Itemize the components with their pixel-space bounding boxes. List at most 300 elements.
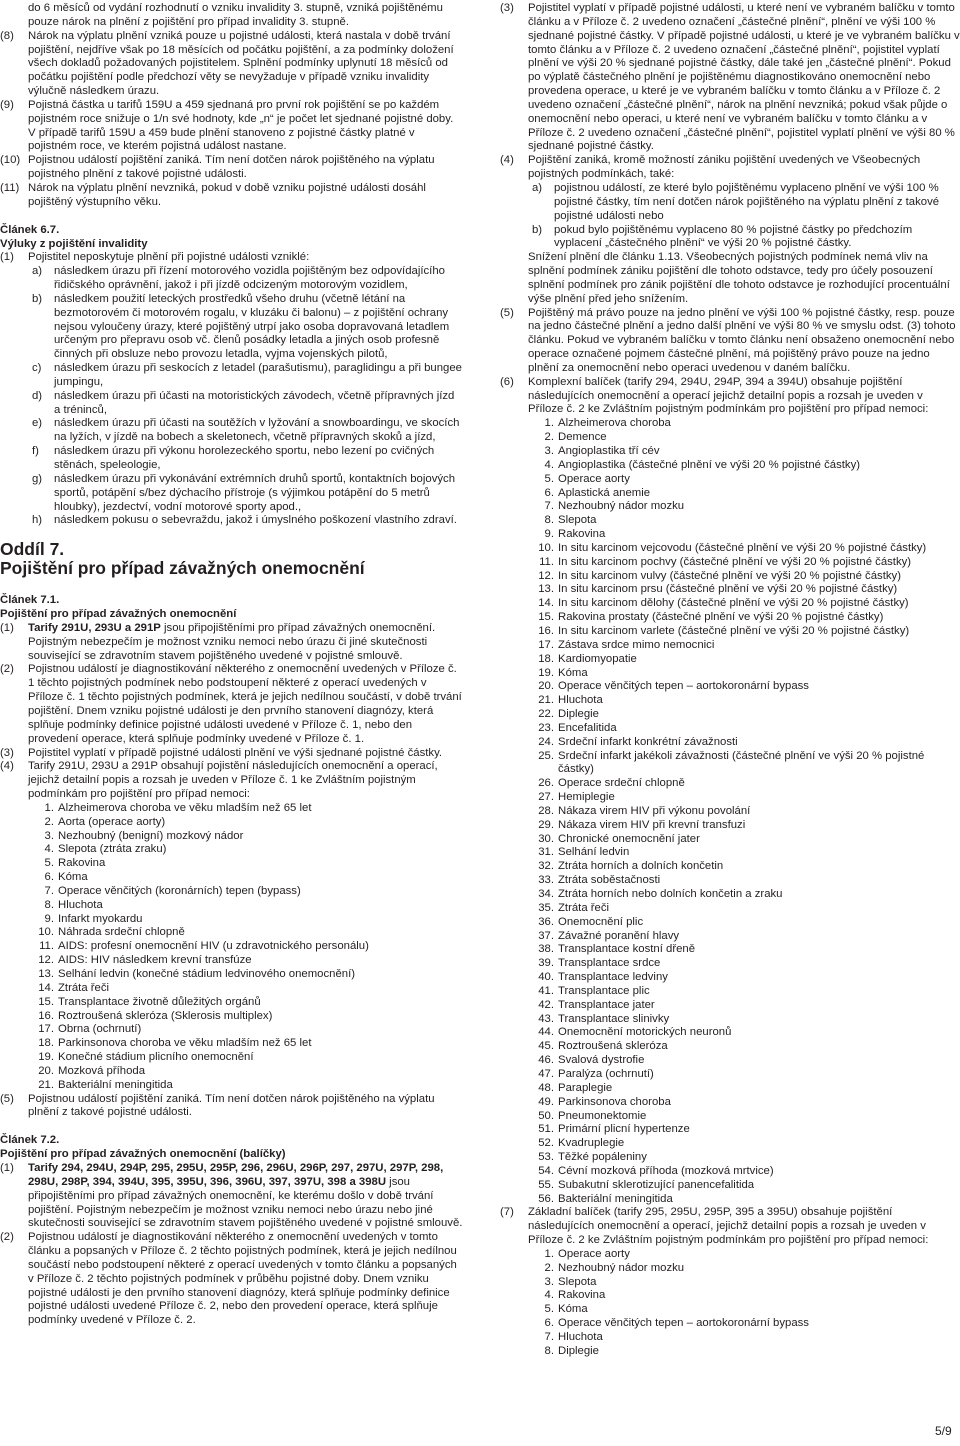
item-number: 24. <box>538 735 554 748</box>
item-letter: f) <box>32 445 39 458</box>
item-text: Rakovina <box>558 528 606 541</box>
list-item <box>500 957 960 971</box>
article-7-2-paragraph-5: (5) Pojištěný má právo pouze na jedno plnění ve výši 100 % pojistné částky, resp. pouze na jedno částečné plnění a jedno další plnění ve výši 80 % ve smyslu odst. (3) tohoto článku. Pokud ve vybraném balíčku v tomto článku není obsaženo onemocnění nebo operace označené pojmem částečné plnění, má pojištěný právo pouze na jedno plnění za onemocnění nebo operaci uvedenou v daném balíčku. <box>500 306 956 374</box>
section-title: Pojištění pro případ závažných onemocnění <box>0 558 365 579</box>
item-letter: d) <box>32 389 43 402</box>
item-text: Kóma <box>558 666 588 679</box>
item-text: Nákaza virem HIV při výkonu povolání <box>558 804 751 817</box>
list-item <box>500 1026 960 1040</box>
item-text: Slepota (ztráta zraku) <box>58 843 167 856</box>
list-item <box>500 1096 960 1110</box>
item-text: Primární plicní hypertenze <box>558 1123 690 1136</box>
item-text: Ztráta soběstačnosti <box>558 874 661 887</box>
item-number: 3. <box>544 1275 554 1288</box>
item-number: 16. <box>538 624 554 637</box>
list-item <box>500 777 960 791</box>
article-7-2-title: Pojištění pro případ závažných onemocnění (balíčky) <box>0 1148 286 1161</box>
list-item <box>500 1013 960 1027</box>
item-number: 54. <box>538 1164 554 1177</box>
list-item <box>0 871 463 885</box>
list-item <box>0 830 463 844</box>
item-text: Chronické onemocnění jater <box>558 832 700 845</box>
list-item <box>500 542 960 556</box>
item-number: 29. <box>538 818 554 831</box>
item-text: Rakovina prostaty (částečné plnění ve výši 20 % pojistné částky) <box>558 611 884 624</box>
item-text: Operace aorty <box>558 1247 630 1260</box>
item-text: In situ karcinom pochvy (částečné plnění ve výši 20 % pojistné částky) <box>558 555 912 568</box>
list-item <box>500 1303 960 1317</box>
item-text: následkem úrazu při účasti na motoristických závodech, včetně přípravných jízd a tréninců, <box>54 389 455 416</box>
list-item <box>500 860 960 874</box>
item-text: Transplantace srdce <box>558 957 661 970</box>
list-item <box>500 694 960 708</box>
item-text: Hemiplegie <box>558 791 615 804</box>
item-text: Parkinsonova choroba ve věku mladším než 65 let <box>58 1037 312 1050</box>
item-text: Těžké popáleniny <box>558 1151 647 1164</box>
item-text: Bakteriální meningitida <box>558 1192 673 1205</box>
paragraph-text: do 6 měsíců od vydání rozhodnutí o vzniku invalidity 3. stupně, vzniká pojištěnému pouze nárok na plnění z pojištění pro případ invalidity 3. stupně. <box>28 2 443 28</box>
item-number: 18. <box>538 652 554 665</box>
item-number: 1. <box>544 1247 554 1260</box>
item-number: 38. <box>538 943 554 956</box>
item-number: 56. <box>538 1192 554 1205</box>
list-item <box>0 1023 463 1037</box>
item-number: 10. <box>538 541 554 554</box>
item-text: Aorta (operace aorty) <box>58 815 166 828</box>
list-item <box>500 1110 960 1124</box>
list-item <box>0 982 463 996</box>
item-text: Paraplegie <box>558 1081 613 1094</box>
list-item <box>500 459 960 473</box>
list-item <box>500 708 960 722</box>
item-number: 28. <box>538 804 554 817</box>
list-item <box>500 1151 960 1165</box>
list-item <box>500 1123 960 1137</box>
list-item <box>0 1065 463 1079</box>
item-number: 12. <box>538 569 554 582</box>
list-item <box>28 417 463 445</box>
item-number: 51. <box>538 1123 554 1136</box>
item-number: 45. <box>538 1040 554 1053</box>
list-item <box>500 583 960 597</box>
list-item <box>500 514 960 528</box>
item-text: Kardiomyopatie <box>558 652 637 665</box>
list-item <box>0 954 463 968</box>
list-item <box>28 514 463 528</box>
item-text: Alzheimerova choroba <box>558 417 671 430</box>
list-item <box>500 680 960 694</box>
article-7-2-paragraph-7: (7) Základní balíček (tarify 295, 295U, 295P, 395 a 395U) obsahuje pojištění následujících onemocnění a operací, jejichž detailní popis a rozsah je uveden v Příloze č. 2 ke Zvláštním pojistným podmínkám pro pojištění pro případ nemoci: <box>500 1206 929 1247</box>
item-text: Obrna (ochrnutí) <box>58 1023 142 1036</box>
diseases-list-7-1 <box>0 802 463 1093</box>
item-text: Roztroušená skleróza <box>558 1040 668 1053</box>
list-item <box>28 362 463 390</box>
item-text: Operace věnčitých tepen – aortokoronární bypass <box>558 1317 809 1330</box>
item-text: Parkinsonova choroba <box>558 1095 671 1108</box>
list-item <box>500 985 960 999</box>
item-number: 44. <box>538 1026 554 1039</box>
item-number: 9. <box>544 528 554 541</box>
item-number: 37. <box>538 929 554 942</box>
article-7-1-paragraph-2: (2) Pojistnou událostí je diagnostikování některého z onemocnění uvedených v Příloze č. 1 těchto pojistných podmínek nebo podstoupení některé z operací uvedených v Příloze č. 1 těchto pojistných podmínek, která je jejich nedílnou součástí, v době trvání pojištění. Dnem vzniku pojistné události je den prvního stanovení diagnózy, která splňuje podmínky definice pojistné události uvedené v Příloze č. 1, nebo den provedení operace, která splňuje podmínky uvedené v Příloze č. 1. <box>0 663 462 745</box>
list-item <box>500 874 960 888</box>
item-number: 16. <box>38 1009 54 1022</box>
item-text: Rakovina <box>58 857 106 870</box>
item-number: 23. <box>538 721 554 734</box>
item-number: 13. <box>38 968 54 980</box>
list-item <box>500 597 960 611</box>
item-text: Zástava srdce mimo nemocnici <box>558 638 715 651</box>
list-item <box>0 1079 463 1093</box>
item-text: Onemocnění plic <box>558 915 644 928</box>
article-6-7-number: Článek 6.7. <box>0 223 60 236</box>
list-item <box>0 968 463 982</box>
list-item <box>0 996 463 1010</box>
item-number: 46. <box>538 1054 554 1067</box>
list-item <box>0 940 463 954</box>
item-number: 42. <box>538 998 554 1011</box>
list-item <box>500 1331 960 1345</box>
item-number: 18. <box>38 1037 54 1050</box>
item-number: 41. <box>538 984 554 997</box>
item-number: 33. <box>538 874 554 887</box>
item-number: 4. <box>44 843 54 856</box>
item-letter: h) <box>32 514 43 527</box>
left-column <box>0 2 463 1328</box>
item-number: 11. <box>539 555 554 568</box>
article-7-2-paragraph-1: (1) Tarify 294, 294U, 294P, 295, 295U, 295P, 296, 296U, 296P, 297, 297U, 297P, 298, 298U, 298P, 394, 394U, 395, 395U, 396, 396U, 397, 397U, 398 a 398U jsou připojištěními pro případ závažných onemocnění, ke kterému došlo v době trvání pojištění. Pojistným nebezpečím je možnost vzniku nemoci nebo úrazu nebo jiné skutečnosti související se zdravotním stavem pojištěného uvedené v pojistné smlouvě. <box>0 1161 463 1230</box>
paragraph <box>0 154 463 182</box>
item-number: 8. <box>544 1344 554 1357</box>
item-number: 4. <box>544 458 554 471</box>
list-item <box>500 819 960 833</box>
item-number: 5. <box>544 472 554 485</box>
list-item <box>28 265 463 293</box>
intro-paragraphs <box>0 2 463 210</box>
list-item <box>500 999 960 1013</box>
item-text: Nezhoubný nádor mozku <box>558 500 685 513</box>
item-text: Cévní mozková příhoda (mozková mrtvice) <box>558 1164 774 1177</box>
list-item <box>500 473 960 487</box>
item-text: Transplantace slinivky <box>558 1012 670 1025</box>
item-text: Infarkt myokardu <box>58 912 143 925</box>
list-item <box>500 1165 960 1179</box>
article-7-2-paragraph-4: (4) Pojištění zaniká, kromě možností zániku pojištění uvedených ve Všeobecných pojistných podmínkách, také: <box>500 154 921 181</box>
item-text: Operace věnčitých tepen – aortokoronární bypass <box>558 680 809 693</box>
list-item <box>528 182 960 224</box>
item-text: Transplantace plic <box>558 984 650 997</box>
item-text: Kvadruplegie <box>558 1137 625 1150</box>
item-number: 48. <box>538 1081 554 1094</box>
item-letter: b) <box>532 223 543 236</box>
paragraph-text: Pojistnou událostí pojištění zaniká. Tím není dotčen nárok pojištěného na výplatu pojistného plnění z takové pojistné události. <box>28 154 435 181</box>
item-number: 49. <box>538 1095 554 1108</box>
item-number: 11. <box>39 940 54 953</box>
item-number: 12. <box>38 954 54 967</box>
list-item <box>0 899 463 913</box>
article-7-1-number: Článek 7.1. <box>0 594 60 607</box>
list-item <box>500 1248 960 1262</box>
list-item <box>500 653 960 667</box>
item-number: 55. <box>538 1178 554 1191</box>
item-number: 17. <box>38 1023 54 1036</box>
item-text: následkem úrazu při vykonávání extrémních druhů sportů, kontaktních bojových sportů, potápění s/bez dýchacího přístroje (s výjimkou potápění do 5 metrů hloubky), jezdectví, vodní motorové sporty apod., <box>54 472 456 513</box>
item-text: Aplastická anemie <box>558 486 651 499</box>
list-item <box>500 431 960 445</box>
item-text: Angioplastika (částečné plnění ve výši 20 % pojistné částky) <box>558 458 861 471</box>
item-text: Nezhoubný nádor mozku <box>558 1261 685 1274</box>
item-number: 35. <box>538 901 554 914</box>
list-item <box>0 857 463 871</box>
list-item <box>0 913 463 927</box>
article-7-2-paragraph-2: (2) Pojistnou událostí je diagnostikování některého z onemocnění uvedených v tomto článku a popsaných v Příloze č. 2 těchto pojistných podmínek, která je jejich nedílnou součástí nebo podstoupení některé z operací uvedených v tomto článku a popsaných v Příloze č. 2 těchto pojistných podmínek v průběhu pojistné doby. Dnem vzniku pojistné události je den prvního stanovení diagnózy, která splňuje podmínky definice pojistné události uvedené Příloze č. 2, nebo den provedení operace, která splňuje podmínky uvedené v Příloze č. 2. <box>0 1231 457 1327</box>
item-number: 4. <box>544 1289 554 1302</box>
item-text: Hluchota <box>558 1331 603 1343</box>
item-text: Ztráta horních a dolních končetin <box>558 860 724 873</box>
list-item <box>500 417 960 431</box>
item-number: 36. <box>538 915 554 928</box>
item-text: Kóma <box>558 1303 588 1316</box>
item-text: Operace srdeční chlopně <box>558 777 685 790</box>
list-item <box>500 943 960 957</box>
item-text: In situ karcinom dělohy (částečné plnění ve výši 20 % pojistné částky) <box>558 597 909 610</box>
item-text: Nezhoubný (benigní) mozkový nádor <box>58 829 244 842</box>
list-item <box>500 902 960 916</box>
paragraph <box>0 99 463 154</box>
article-7-2-paragraph-6: (6) Komplexní balíček (tarify 294, 294U, 294P, 394 a 394U) obsahuje pojištění následujících onemocnění a operací jejichž detailní popis a rozsah je uveden v Příloze č. 2 ke Zvláštním pojistným podmínkám pro pojištění pro případ nemoci: <box>500 375 929 416</box>
item-text: Ztráta řeči <box>58 981 110 994</box>
list-item <box>500 1262 960 1276</box>
list-item <box>500 791 960 805</box>
item-number: 34. <box>538 888 554 900</box>
item-number: 15. <box>538 611 554 624</box>
list-item <box>500 1068 960 1082</box>
item-number: 7. <box>544 1331 554 1343</box>
article-6-7-title: Výluky z pojištění invalidity <box>0 237 148 250</box>
item-text: Rakovina <box>558 1289 606 1302</box>
item-number: 7. <box>544 500 554 513</box>
item-text: následkem pokusu o sebevraždu, jakož i úmyslného poškození vlastního zdraví. <box>54 514 457 527</box>
item-number: 43. <box>538 1012 554 1025</box>
item-text: Ztráta řeči <box>558 901 610 914</box>
list-item <box>0 1037 463 1051</box>
item-number: 2. <box>44 815 54 828</box>
list-item <box>500 500 960 514</box>
item-text: Srdeční infarkt konkrétní závažnosti <box>558 735 738 748</box>
list-item <box>500 639 960 653</box>
item-number: 10. <box>38 926 54 939</box>
item-number: 6. <box>544 486 554 499</box>
item-number: 52. <box>538 1137 554 1150</box>
paragraph <box>0 30 463 99</box>
list-item <box>500 930 960 944</box>
article-7-1-paragraph-5: (5) Pojistnou událostí pojištění zaniká. Tím není dotčen nárok pojištěného na výplatu plnění z takové pojistné události. <box>0 1092 435 1119</box>
item-text: In situ karcinom vejcovodu (částečné plnění ve výši 20 % pojistné částky) <box>558 541 927 554</box>
item-text: AIDS: HIV následkem krevní transfúze <box>58 954 252 967</box>
comprehensive-package-list <box>500 417 960 1206</box>
list-item <box>500 570 960 584</box>
item-text: následkem úrazu při řízení motorového vozidla pojištěným bez odpovídajícího řidičského oprávnění, jakož i při jízdě odcizeným motorovým vozidlem, <box>54 265 445 292</box>
list-item <box>500 846 960 860</box>
item-text: Demence <box>558 431 607 444</box>
item-number: 21. <box>38 1078 54 1091</box>
item-text: Operace věnčitých (koronárních) tepen (bypass) <box>58 884 301 897</box>
item-text: Slepota <box>558 514 597 527</box>
list-item <box>500 1054 960 1068</box>
item-text: následkem úrazu při účasti na soutěžích v lyžování a snowboardingu, ve skocích na lyžích, v jízdě na bobech a skeletonech, včetně přípravných skoků a jízd, <box>54 417 460 444</box>
list-item <box>500 445 960 459</box>
item-text: Kóma <box>58 871 88 884</box>
item-number: 7. <box>44 884 54 897</box>
item-text: Subakutní sklerotizující panencefalitida <box>558 1178 755 1191</box>
item-number: 1. <box>44 801 54 814</box>
item-text: Transplantace jater <box>558 998 655 1011</box>
list-item <box>500 1193 960 1207</box>
item-text: Závažné poranění hlavy <box>558 929 680 942</box>
item-number: 6. <box>44 871 54 884</box>
list-item <box>28 390 463 418</box>
section-number: Oddíl 7. <box>0 539 65 560</box>
list-item <box>528 224 960 252</box>
list-item <box>500 667 960 681</box>
item-text: Operace aorty <box>558 472 630 485</box>
item-letter: c) <box>32 362 42 375</box>
list-item <box>500 750 960 778</box>
item-text: Bakteriální meningitida <box>58 1078 173 1091</box>
page-number: 5/9 <box>935 1424 952 1438</box>
article-7-1-title: Pojištění pro případ závažných onemocnění <box>0 608 237 621</box>
basic-package-list <box>500 1248 960 1359</box>
list-item <box>500 916 960 930</box>
item-number: 20. <box>38 1064 54 1077</box>
item-number: 6. <box>544 1317 554 1330</box>
list-item <box>500 625 960 639</box>
paragraph-number: (11) <box>0 181 20 194</box>
item-text: následkem použití leteckých prostředků všeho druhu (včetně létání na bezmotorovém či motorovém rogalu, v kluzáku či balonu) – z pojištění ochrany nejsou vyloučeny úrazy, které pojištěný utrpí jako osoba dopravovaná letadlem určeným pro přepravu osob vč. členů posádky letadla a jiných osob profesně činných při obsluze nebo provozu letadla, vyjma vojenských pilotů, <box>54 292 450 361</box>
list-item <box>500 556 960 570</box>
item-number: 47. <box>538 1067 554 1080</box>
article-6-7-paragraph-1: (1) Pojistitel neposkytuje plnění při pojistné události vzniklé: <box>0 251 310 264</box>
item-text: In situ karcinom varlete (částečné plnění ve výši 20 % pojistné částky) <box>558 624 910 637</box>
list-item <box>500 1289 960 1303</box>
list-item <box>500 736 960 750</box>
item-number: 3. <box>544 445 554 457</box>
item-number: 5. <box>44 857 54 870</box>
item-text: In situ karcinom prsu (částečné plnění ve výši 20 % pojistné částky) <box>558 583 898 596</box>
list-item <box>500 1276 960 1290</box>
paragraph-number: (8) <box>0 29 14 42</box>
item-letter: a) <box>32 265 43 278</box>
article-7-2-paragraph-3: (3) Pojistitel vyplatí v případě pojistné události, u které není ve vybraném balíčku v tomto článku a v Příloze č. 2 uvedeno označení „částečné plnění“, plnění ve výši 100 % sjednané pojistné částky. V případě pojistné události, u které je ve vybraném balíčku v tomto článku a v Příloze č. 2 uvedeno označení „částečné plnění“, pojistitel vyplatí plnění ve výši 20 % sjednané pojistné částky, dále také jen „částečné plnění“. Pokud po výplatě částečného plnění je pojištěnému diagnostikováno onemocnění nebo provedena operace, u které je ve vybraném balíčku v tomto článku a v Příloze č. 2 uvedeno označení „částečné plnění“, nárok na plnění nevzniká; pokud však půjde o onemocnění nebo operaci, u které není ve vybraném balíčku v tomto článku a v Příloze č. 2 uvedeno označení „částečné plnění“, pojistitel vyplatí plnění ve výši 80 % sjednané pojistné částky. <box>500 2 960 153</box>
item-letter: a) <box>532 181 543 194</box>
item-number: 30. <box>538 832 554 845</box>
item-text: Angioplastika tří cév <box>558 445 660 457</box>
item-text: Transplantace životně důležitých orgánů <box>58 995 261 1008</box>
item-text: Alzheimerova choroba ve věku mladším než 65 let <box>58 801 312 814</box>
item-number: 32. <box>538 860 554 873</box>
item-text: Hluchota <box>58 898 103 911</box>
article-7-1-paragraph-3: (3) Pojistitel vyplatí v případě pojistné události plnění ve výši sjednané pojistné částky. <box>0 746 443 759</box>
item-number: 26. <box>538 777 554 790</box>
item-text: následkem úrazu při výkonu horolezeckého sportu, nebo lezení po cvičných stěnách, speleologie, <box>54 445 435 471</box>
item-number: 19. <box>38 1051 54 1064</box>
list-item <box>0 802 463 816</box>
exclusions-list <box>0 265 463 528</box>
termination-note: Snížení plnění dle článku 1.13. Všeobecných pojistných podmínek nemá vliv na splnění podmínek zániku pojištění dle tohoto odstavce, tedy pro účely posouzení splnění podmínek pro zánik pojištění dle tohoto odstavce je rozhodující procentuální výše plnění před jeho snížením. <box>528 251 950 305</box>
item-text: Selhání ledvin (konečné stádium ledvinového onemocnění) <box>58 968 356 980</box>
item-text: Nákaza virem HIV při krevní transfuzi <box>558 818 746 831</box>
item-number: 3. <box>44 829 54 842</box>
list-item <box>0 1051 463 1065</box>
item-number: 40. <box>538 971 554 984</box>
list-item <box>28 445 463 473</box>
item-number: 21. <box>538 694 554 707</box>
list-item <box>500 805 960 819</box>
item-text: Náhrada srdeční chlopně <box>58 926 185 939</box>
list-item <box>500 1082 960 1096</box>
list-item <box>500 1345 960 1359</box>
item-number: 1. <box>544 417 554 430</box>
paragraph-number: (9) <box>0 98 14 111</box>
paragraph-number: (10) <box>0 154 21 167</box>
item-text: Slepota <box>558 1275 597 1288</box>
item-text: Konečné stádium plicního onemocnění <box>58 1051 254 1064</box>
item-text: Selhání ledvin <box>558 846 630 859</box>
item-text: In situ karcinom vulvy (částečné plnění ve výši 20 % pojistné částky) <box>558 569 901 582</box>
item-text: Transplantace kostní dřeně <box>558 943 696 956</box>
item-number: 15. <box>38 995 54 1008</box>
termination-list <box>500 182 960 251</box>
article-7-1-paragraph-1: (1) Tarify 291U, 293U a 291P jsou připojištěními pro případ závažných onemocnění. Pojistným nebezpečím je možnost vzniku nemoci nebo úrazu či jiné skutečnosti související se zdravotním stavem pojištěného uvedené v pojistné smlouvě. <box>0 621 436 662</box>
list-item <box>500 971 960 985</box>
item-text: pokud bylo pojištěnému vyplaceno 80 % pojistné částky po předchozím vyplacení „částečného plnění“ ve výši 20 % pojistné částky. <box>554 223 913 250</box>
item-number: 20. <box>538 680 554 693</box>
article-7-1-paragraph-4: (4) Tarify 291U, 293U a 291P obsahují pojistění následujících onemocnění a operací, jejichž detailní popis a rozsah je uveden v Příloze č. 1 ke Zvláštním pojistným podmínkám pro pojištění pro případ nemoci: <box>0 760 438 801</box>
list-item <box>500 528 960 542</box>
item-number: 31. <box>538 846 554 859</box>
list-item <box>500 1179 960 1193</box>
item-text: Pneumonektomie <box>558 1109 647 1122</box>
item-letter: b) <box>32 292 43 305</box>
list-item <box>500 1040 960 1054</box>
item-text: Hluchota <box>558 694 603 707</box>
item-number: 9. <box>44 912 54 925</box>
item-number: 22. <box>538 708 554 721</box>
item-text: Srdeční infarkt jakékoli závažnosti (částečné plnění ve výši 20 % pojistné částky) <box>558 749 925 776</box>
item-number: 8. <box>544 514 554 527</box>
item-text: Ztráta horních nebo dolních končetin a zraku <box>558 888 783 900</box>
paragraph <box>0 182 463 210</box>
item-number: 17. <box>538 638 554 651</box>
item-text: pojistnou událostí, ze které bylo pojištěnému vyplaceno plnění ve výši 100 % pojistné částky, tím není dotčen nárok pojištěného na výplatu plnění z takové pojistné události nebo <box>554 181 940 222</box>
list-item <box>500 888 960 902</box>
paragraph-text: Nárok na výplatu plnění nevzniká, pokud v době vzniku pojistné události dosáhl pojištěný výstupního věku. <box>28 181 426 208</box>
list-item <box>500 1137 960 1151</box>
item-letter: e) <box>32 417 43 430</box>
list-item <box>500 833 960 847</box>
list-item <box>500 611 960 625</box>
list-item <box>0 885 463 899</box>
item-text: AIDS: profesní onemocnění HIV (u zdravotnického personálu) <box>58 940 369 953</box>
list-item <box>500 1317 960 1331</box>
item-number: 2. <box>544 431 554 444</box>
item-number: 25. <box>538 749 554 762</box>
right-column <box>500 2 960 1359</box>
item-number: 8. <box>44 898 54 911</box>
item-number: 50. <box>538 1109 554 1122</box>
list-item <box>0 926 463 940</box>
list-item <box>28 473 463 515</box>
